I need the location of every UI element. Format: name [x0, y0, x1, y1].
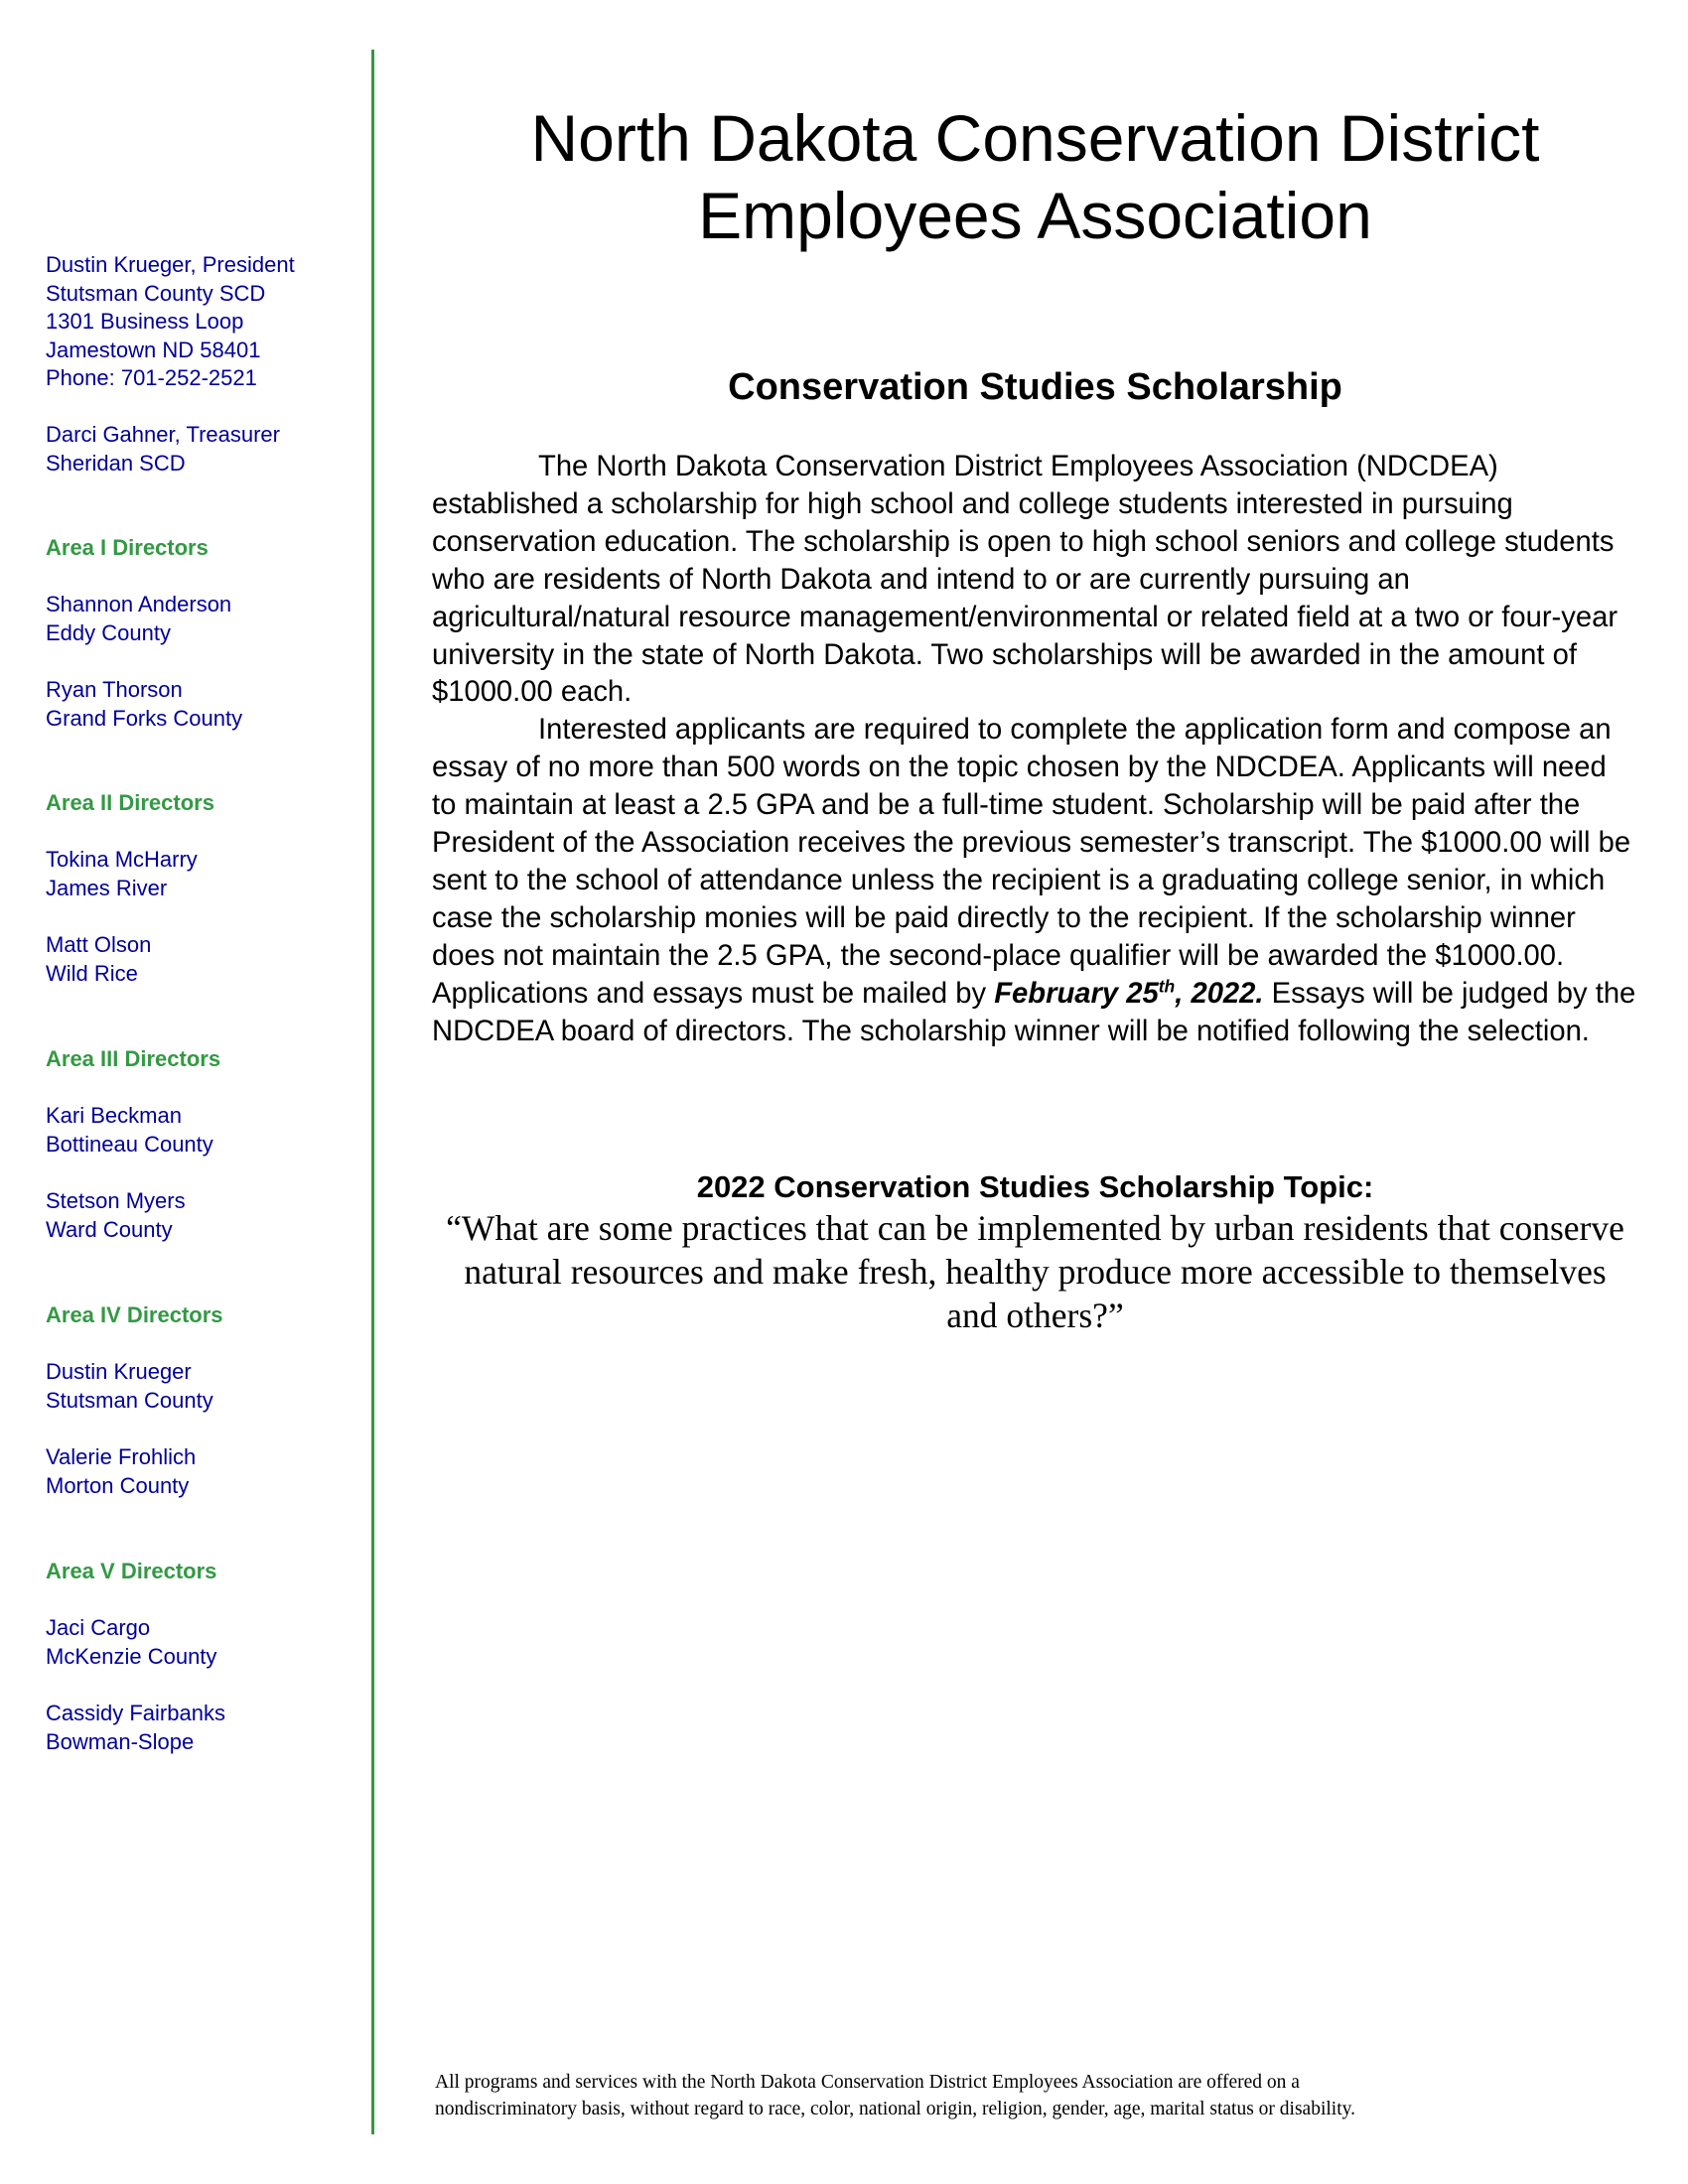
judging-text: Essays will be judged by the NDCDEA board of directors. The scholarship winner will be notified following the selection. [432, 977, 1636, 1047]
paragraph-overview: The North Dakota Conservation District Employees Association (NDCDEA) established a scholarship for high school and college students interested in pursuing conservation education. The scholarship is open to high school seniors and college students who are residents of North Dakota and intend to or are currently pursuing an agricultural/natural resource management/environmental or related field at a two or four-year university in the state of North Dakota. Two scholarships will be awarded in the amount of $1000.00 each. [432, 451, 1618, 709]
footer-line-2: nondiscriminatory basis, without regard to race, color, national origin, religion, gender, age, marital status or disability. [435, 2099, 1355, 2119]
director-district: Ward County [46, 1216, 173, 1242]
officer-name-title: Dustin Krueger, President [46, 252, 295, 277]
area-heading: Area V Directors [46, 1559, 217, 1583]
director-name: Matt Olson [46, 932, 152, 957]
nondiscrimination-footer [435, 2069, 1577, 2122]
topic-heading: 2022 Conservation Studies Scholarship Topic: [696, 1169, 1374, 1204]
scholarship-description [432, 449, 1638, 1051]
director-district: Bottineau County [46, 1131, 213, 1157]
director-district: McKenzie County [46, 1643, 217, 1669]
area-heading: Area IV Directors [46, 1302, 223, 1327]
officer-district: Sheridan SCD [46, 450, 186, 476]
deadline-month-day: February 25 [994, 977, 1159, 1010]
director-district: Grand Forks County [46, 705, 243, 731]
section-heading: Conservation Studies Scholarship [728, 366, 1342, 408]
deadline-date [994, 975, 1264, 1010]
director-district: James River [46, 875, 168, 900]
page-title-line-1: North Dakota Conservation District [530, 101, 1540, 175]
director-name: Kari Beckman [46, 1103, 182, 1128]
director-name: Ryan Thorson [46, 677, 183, 702]
footer-line-1: All programs and services with the North Dakota Conservation District Employees Association are offered on a [435, 2072, 1300, 2093]
page-title [437, 99, 1633, 254]
officer-district: Stutsman County SCD [46, 280, 266, 306]
deadline-year: , 2022. [1175, 977, 1264, 1010]
deadline-ordinal-suffix: th [1158, 975, 1176, 996]
director-name: Dustin Krueger [46, 1359, 192, 1384]
paragraph-requirements [432, 712, 1638, 1050]
director-name: Shannon Anderson [46, 592, 232, 616]
area-heading: Area III Directors [46, 1046, 221, 1071]
director-name: Stetson Myers [46, 1188, 186, 1213]
director-name: Valerie Frohlich [46, 1444, 197, 1469]
director-district: Bowman-Slope [46, 1728, 195, 1754]
director-name: Cassidy Fairbanks [46, 1701, 225, 1725]
topic-quote: “What are some practices that can be implemented by urban residents that conserve natural resources and make fresh, healthy produce more accessible to themselves and others?” [446, 1208, 1624, 1335]
director-district: Wild Rice [46, 960, 138, 986]
page-title-line-2: Employees Association [698, 179, 1372, 252]
vertical-divider-line [371, 50, 374, 2134]
area-heading: Area I Directors [46, 535, 209, 560]
officer-city: Jamestown ND 58401 [46, 337, 261, 362]
director-name: Tokina McHarry [46, 847, 198, 872]
director-district: Morton County [46, 1472, 190, 1498]
director-district: Eddy County [46, 619, 171, 645]
area-heading: Area II Directors [46, 790, 214, 815]
requirements-text: Interested applicants are required to complete the application form and compose an essay of no more than 500 words on the topic chosen by the NDCDEA. Applicants will need to maintain at least a 2.5 GPA and be a full-time student. Scholarship will be paid after the President of the Association receives the previous semester’s transcript. The $1000.00 will be sent to the school of attendance unless the recipient is a graduating college senior, in which case the scholarship monies will be paid directly to the recipient. If the scholarship winner does not maintain the 2.5 GPA, the second-place qualifier will be awarded the $1000.00. Applications and essays must be mailed by [432, 714, 1631, 1010]
director-name: Jaci Cargo [46, 1615, 151, 1640]
director-district: Stutsman County [46, 1387, 213, 1413]
officer-address: 1301 Business Loop [46, 309, 244, 334]
officer-phone: Phone: 701-252-2521 [46, 365, 257, 390]
officer-name-title: Darci Gahner, Treasurer [46, 422, 280, 447]
